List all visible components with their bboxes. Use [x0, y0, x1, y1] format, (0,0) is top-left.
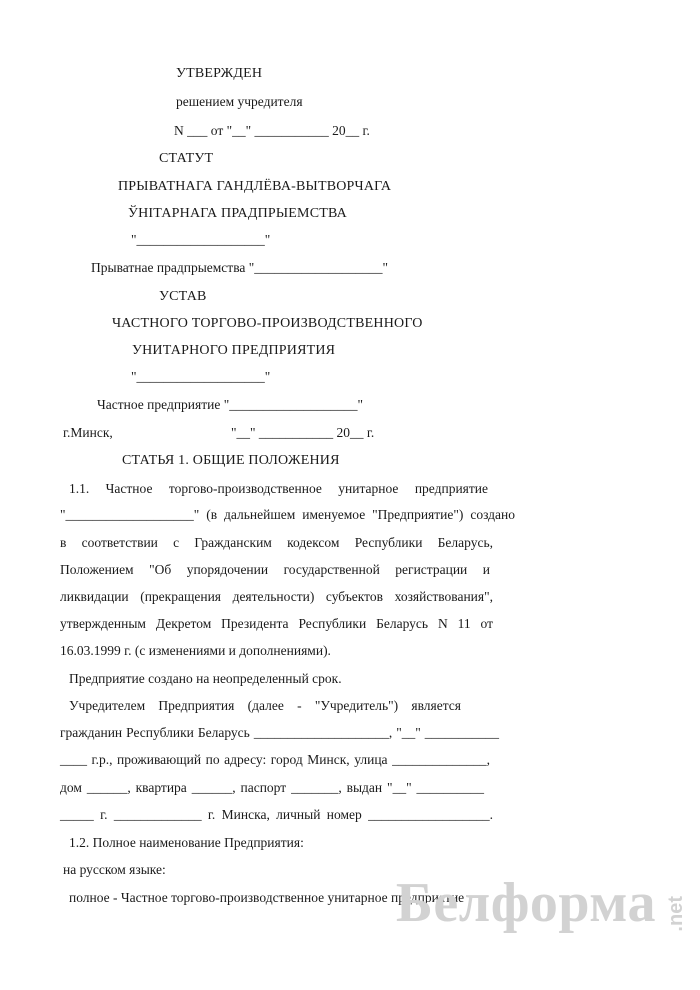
article-1-founder-line-4: дом ______, квартира ______, паспорт _______, выдан "__" __________ — [60, 780, 484, 795]
article-1-heading: СТАТЬЯ 1. ОБЩИЕ ПОЛОЖЕНИЯ — [122, 453, 340, 468]
article-1-term: Предприятие создано на неопределенный срок. — [69, 671, 342, 686]
approval-authority: решением учредителя — [176, 94, 303, 109]
article-1-1-line-7: 16.03.1999 г. (с изменениями и дополнениями). — [60, 643, 331, 658]
approved-heading: УТВЕРЖДЕН — [176, 66, 263, 81]
article-1-2-heading: 1.2. Полное наименование Предприятия: — [69, 835, 304, 850]
belforma-watermark-suffix: .net — [665, 896, 687, 932]
article-1-1-line-2: "___________________" (в дальнейшем именуемое "Предприятие") создано — [60, 507, 515, 522]
russian-title: УСТАВ — [159, 289, 207, 304]
document-date: "__" ___________ 20__ г. — [231, 425, 375, 440]
russian-name-line-1: ЧАСТНОГО ТОРГОВО-ПРОИЗВОДСТВЕННОГО — [112, 316, 423, 331]
belforma-watermark: Белформа — [395, 872, 656, 934]
belarusian-name-blank: "___________________" — [131, 232, 271, 247]
approval-number-date: N ___ от "__" ___________ 20__ г. — [174, 123, 370, 138]
article-1-founder-line-3: ____ г.р., проживающий по адресу: город Минск, улица ______________, — [60, 752, 490, 767]
article-1-founder-line-5: _____ г. _____________ г. Минска, личный номер __________________. — [60, 807, 493, 822]
full-name-line: полное - Частное торгово-производственное унитарное предприятие — [69, 890, 465, 905]
article-1-1-line-4: Положением "Об упорядочении государственной регистрации и — [60, 562, 490, 577]
article-1-1-line-6: утвержденным Декретом Президента Республики Беларусь N 11 от — [60, 616, 493, 631]
russian-name-blank: "___________________" — [131, 369, 271, 384]
article-1-1-line-3: в соответствии с Гражданским кодексом Республики Беларусь, — [60, 535, 493, 550]
belarusian-name-line-1: ПРЫВАТНАГА ГАНДЛЁВА-ВЫТВОРЧАГА — [118, 179, 392, 194]
article-1-1-line-1: 1.1. Частное торгово-производственное унитарное предприятие — [69, 481, 488, 496]
belarusian-enterprise-line: Прыватнае прадпрыемства "___________________" — [91, 260, 389, 275]
russian-enterprise-line: Частное предприятие "___________________" — [97, 397, 363, 412]
article-1-1-line-5: ликвидации (прекращения деятельности) субъектов хозяйствования", — [60, 589, 493, 604]
article-1-founder-line-2: гражданин Республики Беларусь ____________________, "__" ___________ — [60, 725, 499, 740]
belarusian-title: СТАТУТ — [159, 151, 214, 166]
article-1-founder-line-1: Учредителем Предприятия (далее - "Учредитель") является — [69, 698, 461, 713]
city: г.Минск, — [63, 425, 113, 440]
belarusian-name-line-2: ЎНІТАРНАГА ПРАДПРЫЕМСТВА — [128, 206, 347, 221]
russian-language-label: на русском языке: — [63, 862, 166, 877]
russian-name-line-2: УНИТАРНОГО ПРЕДПРИЯТИЯ — [132, 343, 336, 358]
